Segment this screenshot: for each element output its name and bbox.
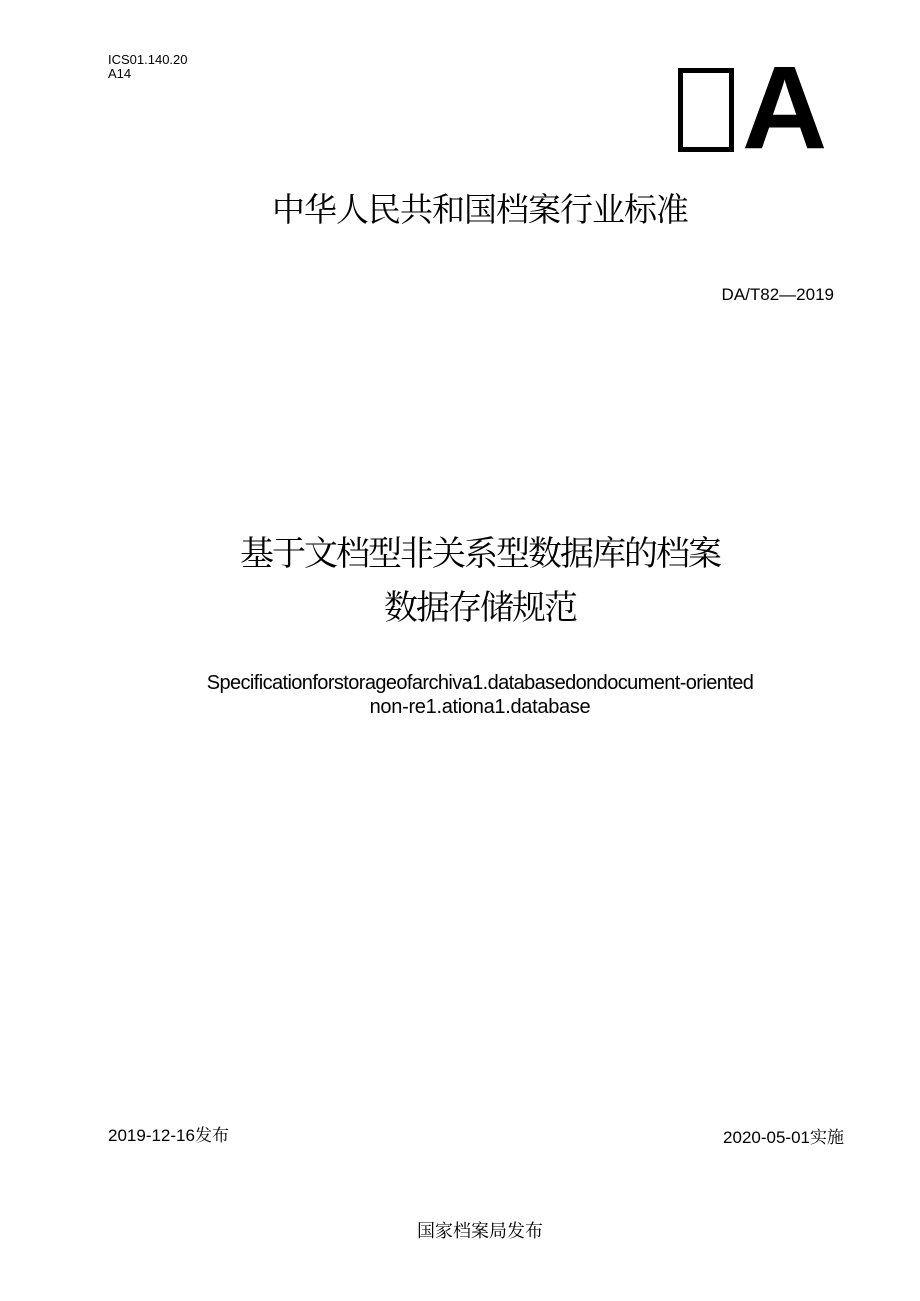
standard-category-title: 中华人民共和国档案行业标准 <box>272 190 688 229</box>
ics-code: ICS01.140.20 <box>108 52 188 67</box>
publication-date: 2019-12-16发布 <box>108 1126 229 1145</box>
standard-number: DA/T82—2019 <box>721 285 834 304</box>
document-title-en-line1: Specificationforstorageofarchiva1.databasedondocument-oriented <box>206 672 754 694</box>
publisher: 国家档案局发布 <box>417 1221 543 1241</box>
document-title-zh-line2: 数据存储规范 <box>384 588 576 628</box>
logo-letter: A <box>742 42 826 174</box>
classification-code: A14 <box>108 66 132 81</box>
logo-box-icon <box>678 68 734 152</box>
implementation-date: 2020-05-01实施 <box>723 1128 844 1147</box>
document-title-en-line2: non-re1.ationa1.database <box>369 696 591 718</box>
document-title-zh-line1: 基于文档型非关系型数据库的档案 <box>240 534 720 574</box>
standard-logo <box>678 42 826 174</box>
